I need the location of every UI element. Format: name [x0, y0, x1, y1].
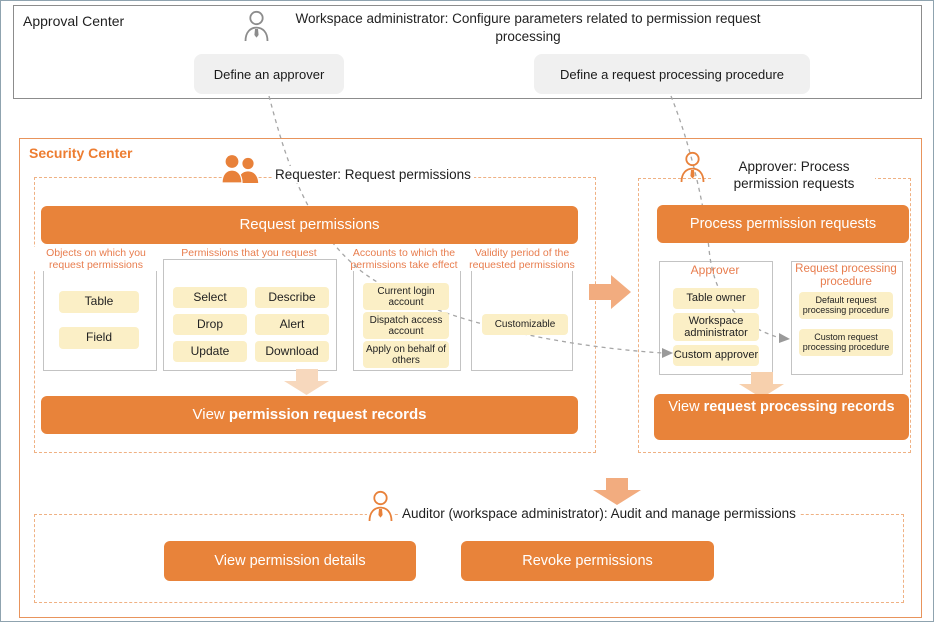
requester-role-label: Requester: Request permissions — [272, 166, 474, 183]
view-prefix: View — [192, 405, 229, 423]
arrow-right-to-approver-icon — [589, 275, 631, 309]
request-permissions-button[interactable]: Request permissions — [41, 206, 578, 244]
revoke-permissions-button[interactable]: Revoke permissions — [461, 541, 714, 581]
requester-people-icon — [221, 154, 265, 184]
approver-person-icon — [679, 150, 706, 185]
column-objects-header: Objects on which you request permissions — [34, 247, 158, 271]
approver-item-custom-approver[interactable]: Custom approver — [673, 345, 759, 366]
approver-box-header: Approver — [690, 263, 740, 277]
auditor-person-icon — [367, 489, 394, 524]
permission-item-select[interactable]: Select — [173, 287, 247, 308]
define-approver-button[interactable]: Define an approver — [194, 54, 344, 94]
view-permission-request-records-button[interactable] — [41, 396, 578, 434]
procedure-box-header: Request processing procedure — [795, 263, 897, 288]
arrow-down-to-auditor-icon — [593, 478, 641, 505]
permission-item-drop[interactable]: Drop — [173, 314, 247, 335]
view-bold: request processing records — [703, 399, 895, 415]
workspace-admin-label: Workspace administrator: Configure parameters related to permission request processing — [295, 11, 761, 44]
view-prefix: View — [668, 399, 704, 415]
account-item-current-login[interactable]: Current login account — [363, 283, 449, 310]
permission-item-alert[interactable]: Alert — [255, 314, 329, 335]
workspace-admin-person-icon — [243, 9, 270, 44]
approver-item-table-owner[interactable]: Table owner — [673, 288, 759, 309]
auditor-role-label: Auditor (workspace administrator): Audit and manage permissions — [398, 505, 800, 522]
object-item-table[interactable]: Table — [59, 291, 139, 313]
define-procedure-button[interactable]: Define a request processing procedure — [534, 54, 810, 94]
approval-center-title: Approval Center — [23, 13, 125, 29]
column-validity-header: Validity period of the requested permissions — [467, 247, 577, 271]
security-center-title: Security Center — [29, 145, 133, 161]
account-item-dispatch[interactable]: Dispatch access account — [363, 312, 449, 339]
permission-item-describe[interactable]: Describe — [255, 287, 329, 308]
process-permission-requests-button[interactable]: Process permission requests — [657, 205, 909, 243]
procedure-item-default[interactable]: Default request processing procedure — [799, 292, 893, 319]
validity-item-customizable[interactable]: Customizable — [482, 314, 568, 335]
permission-item-update[interactable]: Update — [173, 341, 247, 362]
column-permissions-header: Permissions that you request — [163, 247, 335, 259]
account-item-apply-behalf[interactable]: Apply on behalf of others — [363, 341, 449, 368]
column-objects-box — [43, 259, 157, 371]
arrow-down-requester-icon — [284, 369, 329, 395]
procedure-item-custom[interactable]: Custom request processing procedure — [799, 329, 893, 356]
view-bold: permission request records — [228, 405, 427, 423]
approver-role-label: Approver: Process permission requests — [713, 158, 875, 192]
view-request-processing-records-button[interactable] — [654, 394, 909, 440]
view-permission-details-button[interactable]: View permission details — [164, 541, 416, 581]
column-accounts-header: Accounts to which the permissions take effect — [341, 247, 467, 271]
permission-item-download[interactable]: Download — [255, 341, 329, 362]
approver-item-workspace-admin[interactable]: Workspace administrator — [673, 313, 759, 341]
object-item-field[interactable]: Field — [59, 327, 139, 349]
